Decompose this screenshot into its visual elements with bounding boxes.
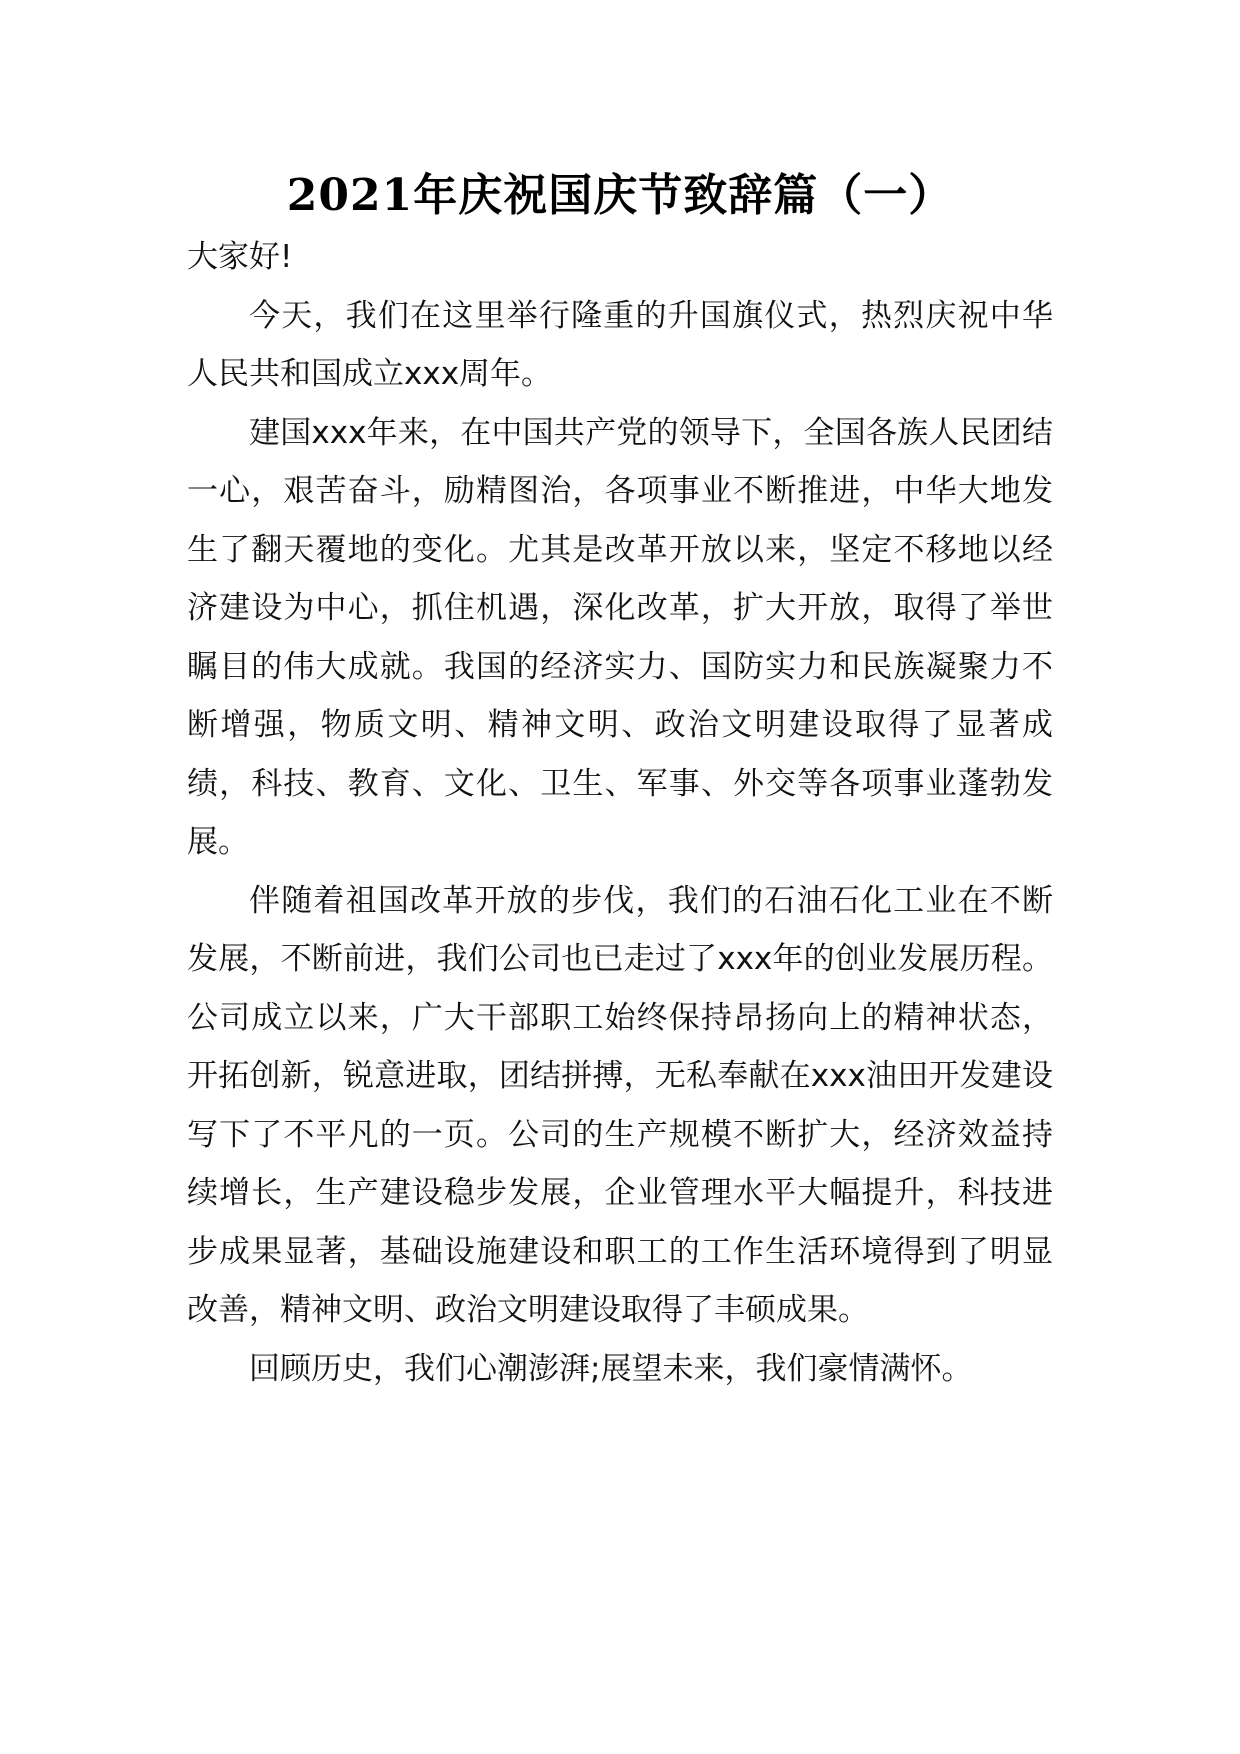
paragraph-3: 伴随着祖国改革开放的步伐，我们的石油石化工业在不断发展，不断前进，我们公司也已走过了xxx年的创业发展历程。公司成立以来，广大干部职工始终保持昂扬向上的精神状态，开拓创新，锐意进取，团结拼搏，无私奉献在xxx油田开发建设写下了不平凡的一页。公司的生产规模不断扩大，经济效益持续增长，生产建设稳步发展，企业管理水平大幅提升，科技进步成果显著，基础设施建设和职工的工作生活环境得到了明显改善，精神文明、政治文明建设取得了丰硕成果。 [187,882,1053,1328]
paragraph-4: 回顾历史，我们心潮澎湃;展望未来，我们豪情满怀。 [249,1350,973,1387]
paragraph-2: 建国xxx年来，在中国共产党的领导下，全国各族人民团结一心，艰苦奋斗，励精图治，各项事业不断推进，中华大地发生了翻天覆地的变化。尤其是改革开放以来，坚定不移地以经济建设为中心，抓住机遇，深化改革，扩大开放，取得了举世瞩目的伟大成就。我国的经济实力、国防实力和民族凝聚力不断增强，物质文明、精神文明、政治文明建设取得了显著成绩，科技、教育、文化、卫生、军事、外交等各项事业蓬勃发展。 [187,414,1053,860]
document-body [187,228,1053,1398]
greeting-line: 大家好! [187,239,293,275]
paragraph-1: 今天，我们在这里举行隆重的升国旗仪式，热烈庆祝中华人民共和国成立xxx周年。 [187,297,1053,392]
document-title: 2021年庆祝国庆节致辞篇（一） [286,170,954,221]
